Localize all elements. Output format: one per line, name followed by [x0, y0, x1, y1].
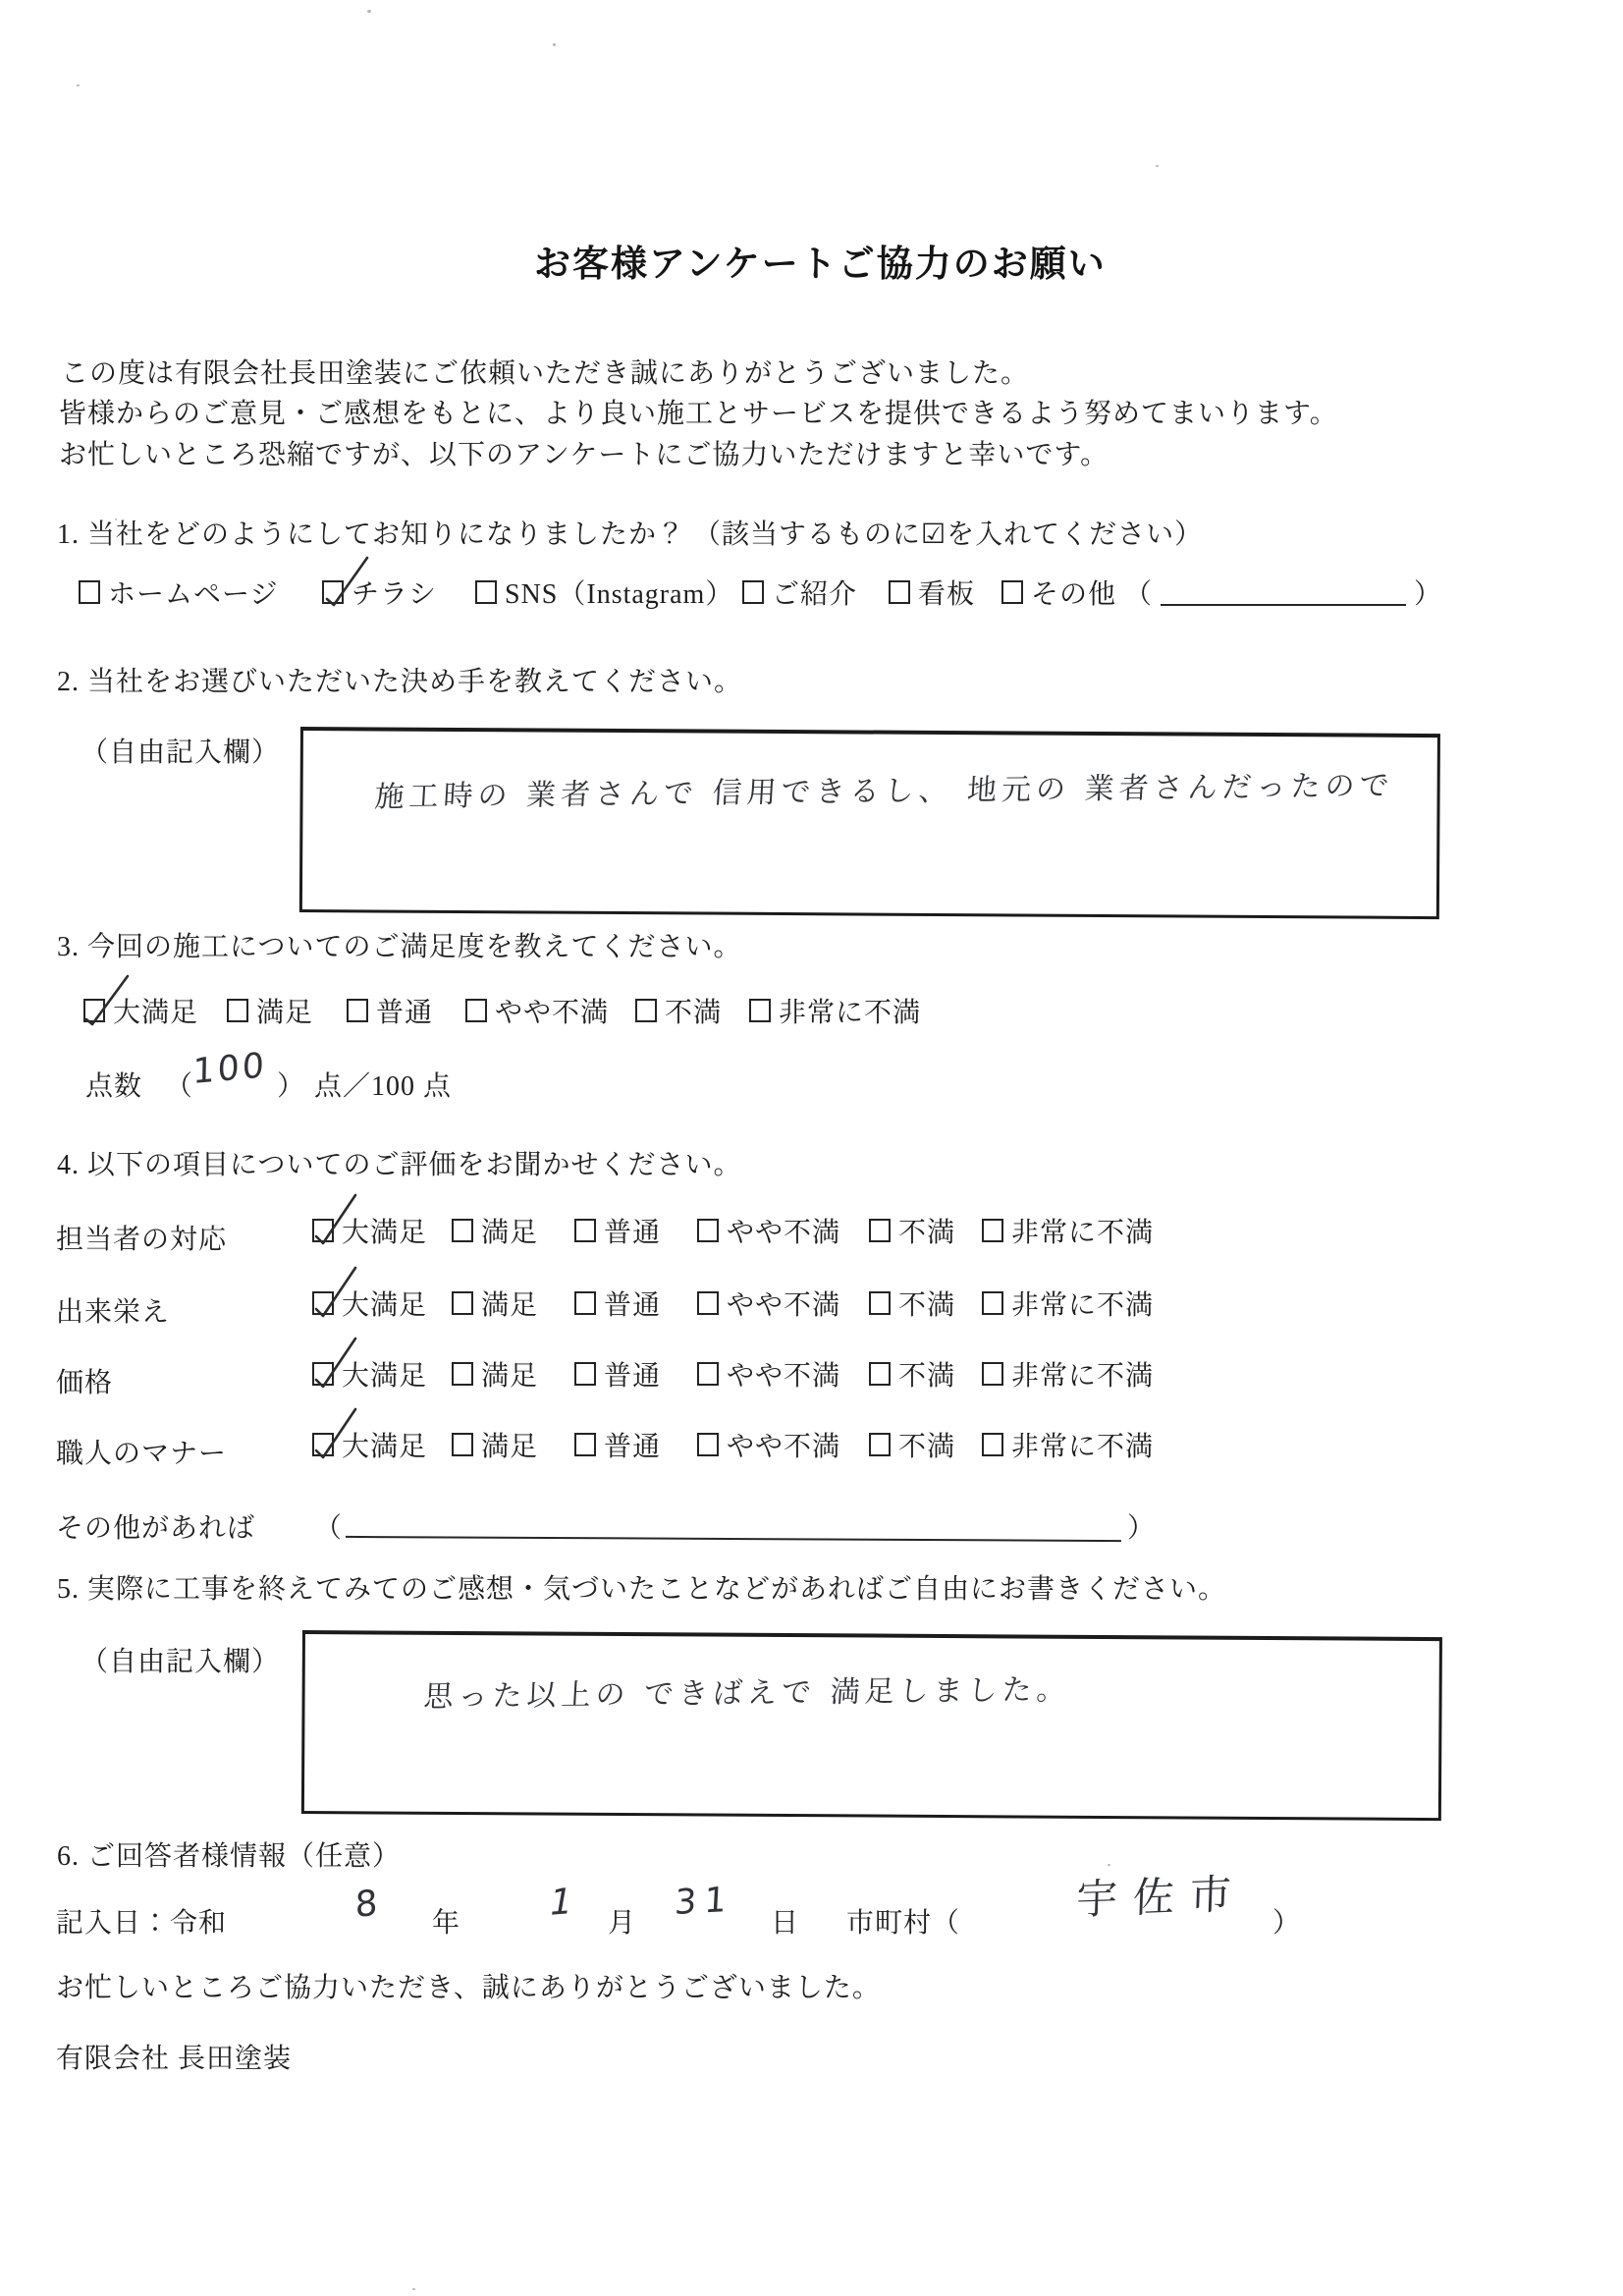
q4-option-label: 普通	[604, 1218, 662, 1248]
date-day-handwritten: 31	[674, 1880, 735, 1923]
q3-option-dissatisfied	[635, 996, 723, 1028]
checkbox-unchecked-icon	[982, 1219, 1003, 1242]
q5-free-entry-label: （自由記入欄）	[81, 1647, 281, 1677]
scan-speck	[1156, 165, 1159, 167]
q4-option-label: 非常に不満	[1011, 1432, 1155, 1462]
q1-option-label: 看板	[918, 579, 976, 610]
checkbox-unchecked-icon	[1001, 580, 1023, 604]
q4-row1-option-somewhat-dissatisfied	[697, 1216, 841, 1248]
intro-line-3: お忙しいところ恐縮ですが、以下のアンケートにご協力いただけますと幸いです。	[59, 440, 1109, 470]
q4-row-label-staff-response: 担当者の対応	[56, 1225, 228, 1255]
q2-free-text-box	[299, 727, 1440, 919]
q3-heading: 3. 今回の施工についてのご満足度を教えてください。	[57, 932, 742, 962]
q4-row-label-workmanship: 出来栄え	[56, 1297, 171, 1328]
q4-option-label: 不満	[898, 1218, 956, 1248]
checkbox-unchecked-icon	[697, 1362, 719, 1386]
q4-option-label: やや不満	[727, 1361, 841, 1392]
checkbox-unchecked-icon	[749, 999, 771, 1022]
checkbox-unchecked-icon	[227, 999, 248, 1022]
checkbox-checked-icon	[312, 1362, 334, 1386]
checkbox-unchecked-icon	[982, 1433, 1003, 1456]
q4-option-label: 非常に不満	[1011, 1361, 1155, 1392]
q4-row2-option-very-dissatisfied	[982, 1288, 1155, 1321]
q4-row2-option-dissatisfied	[869, 1288, 956, 1321]
date-year-unit: 年	[432, 1908, 461, 1939]
q4-row1-option-dissatisfied	[869, 1216, 956, 1248]
q1-option-label: その他	[1031, 579, 1117, 610]
q4-row-label-price: 価格	[56, 1368, 114, 1398]
intro-line-1: この度は有限会社長田塗装にご依頼いただき誠にありがとうございました。	[61, 358, 1030, 389]
q3-option-satisfied	[227, 996, 314, 1028]
q4-option-label: やや不満	[727, 1290, 841, 1321]
date-month-handwritten: 1	[546, 1881, 576, 1924]
q1-option-label: チラシ	[352, 579, 438, 610]
checkbox-unchecked-icon	[742, 580, 764, 604]
score-close-paren: ）	[277, 1071, 306, 1102]
q4-option-label: 普通	[604, 1432, 662, 1462]
checkbox-unchecked-icon	[869, 1219, 891, 1242]
checkbox-unchecked-icon	[452, 1362, 473, 1386]
q4-option-label: 非常に不満	[1011, 1218, 1155, 1248]
q4-row2-option-very-satisfied	[312, 1288, 428, 1321]
q6-heading: 6. ご回答者様情報（任意）	[57, 1841, 402, 1872]
q4-row1-option-neutral	[574, 1216, 662, 1248]
page-title: お客様アンケートご協力のお願い	[534, 244, 1107, 284]
date-year-handwritten: 8	[354, 1883, 378, 1926]
q4-row4-option-very-dissatisfied	[982, 1430, 1155, 1462]
q4-option-label: 非常に不満	[1011, 1290, 1155, 1321]
q3-option-label: 満足	[256, 998, 314, 1028]
checkbox-unchecked-icon	[475, 580, 497, 604]
q5-handwritten-answer: 思った以上の できばえで 満足しました。	[422, 1672, 1072, 1715]
checkbox-unchecked-icon	[889, 580, 910, 604]
q4-row3-option-very-satisfied	[312, 1359, 428, 1392]
q4-row3-option-satisfied	[452, 1359, 539, 1392]
q3-option-label: 普通	[376, 998, 434, 1028]
q1-option-signboard	[889, 577, 976, 610]
q4-row4-option-neutral	[574, 1430, 662, 1462]
q3-option-label: 非常に不満	[779, 998, 922, 1028]
q4-row4-option-very-satisfied	[312, 1430, 428, 1462]
checkbox-unchecked-icon	[697, 1433, 719, 1456]
q4-row1-option-very-satisfied	[312, 1216, 428, 1248]
q4-row-label-worker-manners: 職人のマナー	[56, 1439, 228, 1469]
scan-speck	[412, 2288, 415, 2290]
intro-line-2: 皆様からのご意見・ご感想をもとに、より良い施工とサービスを提供できるよう努めてまいります。	[59, 399, 1338, 429]
q4-row2-option-satisfied	[452, 1288, 539, 1321]
score-suffix: 点／100 点	[314, 1071, 453, 1102]
checkbox-unchecked-icon	[697, 1291, 719, 1315]
q1-option-homepage	[79, 577, 279, 610]
q1-option-label: ホームページ	[108, 579, 279, 610]
checkbox-unchecked-icon	[574, 1433, 596, 1456]
checkbox-checked-icon	[312, 1291, 334, 1315]
q5-free-text-box	[301, 1630, 1442, 1821]
q4-option-label: 満足	[481, 1290, 539, 1321]
q3-option-somewhat-dissatisfied	[465, 996, 610, 1028]
checkbox-unchecked-icon	[452, 1433, 473, 1456]
checkbox-unchecked-icon	[635, 999, 657, 1022]
q4-option-label: 不満	[898, 1290, 956, 1321]
other-blank-line	[1161, 578, 1406, 606]
q4-row3-option-somewhat-dissatisfied	[697, 1359, 841, 1392]
q4-option-label: 満足	[481, 1361, 539, 1392]
q4-row1-option-very-dissatisfied	[982, 1216, 1155, 1248]
q2-free-entry-label: （自由記入欄）	[81, 738, 281, 768]
scan-speck	[77, 84, 80, 86]
q4-option-label: やや不満	[727, 1432, 841, 1462]
q4-row4-option-somewhat-dissatisfied	[697, 1430, 841, 1462]
q1-heading: 1. 当社をどのようにしてお知りになりましたか？ （該当するものに☑を入れてください）	[57, 519, 1204, 550]
q4-row4-option-satisfied	[452, 1430, 539, 1462]
q4-option-label: 満足	[481, 1432, 539, 1462]
q4-option-label: 大満足	[342, 1361, 428, 1392]
score-label: 点数	[85, 1071, 143, 1102]
q3-option-neutral	[347, 996, 434, 1028]
checkbox-unchecked-icon	[452, 1291, 473, 1315]
q3-option-very-dissatisfied	[749, 996, 922, 1028]
q4-option-label: 普通	[604, 1290, 662, 1321]
q2-heading: 2. 当社をお選びいただいた決め手を教えてください。	[57, 667, 743, 697]
q1-option-label: ご紹介	[772, 579, 858, 610]
checkbox-unchecked-icon	[574, 1291, 596, 1315]
q4-row1-option-satisfied	[452, 1216, 539, 1248]
scan-speck	[367, 10, 371, 13]
close-paren: ）	[1414, 579, 1443, 610]
q1-option-flyer	[322, 577, 438, 610]
q4-option-label: 不満	[898, 1432, 956, 1462]
checkbox-checked-icon	[322, 580, 344, 604]
date-prefix: 記入日：令和	[56, 1908, 228, 1939]
q4-option-label: 普通	[604, 1361, 662, 1392]
q1-option-other	[1001, 577, 1443, 610]
scan-speck	[553, 43, 556, 46]
q4-other-close-paren: ）	[1127, 1513, 1157, 1544]
q4-row3-option-dissatisfied	[869, 1359, 956, 1392]
q4-heading: 4. 以下の項目についてのご評価をお聞かせください。	[57, 1150, 742, 1180]
q4-row4-option-dissatisfied	[869, 1430, 956, 1462]
company-name: 有限会社 長田塗装	[56, 2044, 293, 2074]
score-open-paren: （	[165, 1071, 194, 1102]
checkbox-unchecked-icon	[574, 1219, 596, 1242]
q4-option-label: やや不満	[727, 1218, 841, 1248]
q4-option-label: 大満足	[342, 1290, 428, 1321]
checkbox-unchecked-icon	[869, 1362, 891, 1386]
checkbox-unchecked-icon	[982, 1362, 1003, 1386]
q1-option-sns	[475, 577, 734, 610]
score-handwritten-value: 100	[192, 1046, 268, 1092]
city-close-paren: ）	[1272, 1908, 1302, 1939]
q2-handwritten-answer: 施工時の 業者さんで 信用できるし、 地元の 業者さんだったので	[373, 768, 1395, 815]
checkbox-unchecked-icon	[79, 580, 100, 604]
date-month-unit: 月	[608, 1908, 637, 1939]
q4-option-label: 満足	[481, 1218, 539, 1248]
q4-other-blank-line	[346, 1510, 1121, 1542]
checkbox-unchecked-icon	[869, 1433, 891, 1456]
checkbox-checked-icon	[312, 1433, 334, 1456]
checkbox-checked-icon	[83, 999, 105, 1022]
q4-other-label: その他があれば	[56, 1513, 256, 1544]
q5-heading: 5. 実際に工事を終えてみてのご感想・気づいたことなどがあればご自由にお書きください。	[57, 1574, 1227, 1605]
q3-option-label: 大満足	[113, 998, 199, 1028]
q3-option-very-satisfied	[83, 996, 199, 1028]
q4-option-label: 大満足	[342, 1218, 428, 1248]
checkbox-unchecked-icon	[574, 1362, 596, 1386]
q3-option-label: やや不満	[495, 998, 610, 1028]
q4-option-label: 大満足	[342, 1432, 428, 1462]
q1-option-label: SNS（Instagram）	[505, 579, 734, 610]
checkbox-unchecked-icon	[347, 999, 368, 1022]
q4-row2-option-somewhat-dissatisfied	[697, 1288, 841, 1321]
q4-row2-option-neutral	[574, 1288, 662, 1321]
q4-row3-option-neutral	[574, 1359, 662, 1392]
city-label: 市町村（	[846, 1908, 961, 1939]
q4-row3-option-very-dissatisfied	[982, 1359, 1155, 1392]
checkbox-unchecked-icon	[697, 1219, 719, 1242]
checkbox-unchecked-icon	[465, 999, 487, 1022]
q3-option-label: 不満	[665, 998, 723, 1028]
q4-other-open-paren: （	[314, 1513, 344, 1544]
checkbox-unchecked-icon	[982, 1291, 1003, 1315]
closing-thanks: お忙しいところご協力いただき、誠にありがとうございました。	[56, 1973, 881, 2003]
date-day-unit: 日	[771, 1908, 800, 1939]
city-handwritten-value: 宇佐市	[1075, 1869, 1248, 1924]
q4-option-label: 不満	[898, 1361, 956, 1392]
q1-option-referral	[742, 577, 858, 610]
checkbox-checked-icon	[312, 1219, 334, 1242]
checkbox-unchecked-icon	[452, 1219, 473, 1242]
checkbox-unchecked-icon	[869, 1291, 891, 1315]
open-paren: （	[1124, 579, 1154, 610]
